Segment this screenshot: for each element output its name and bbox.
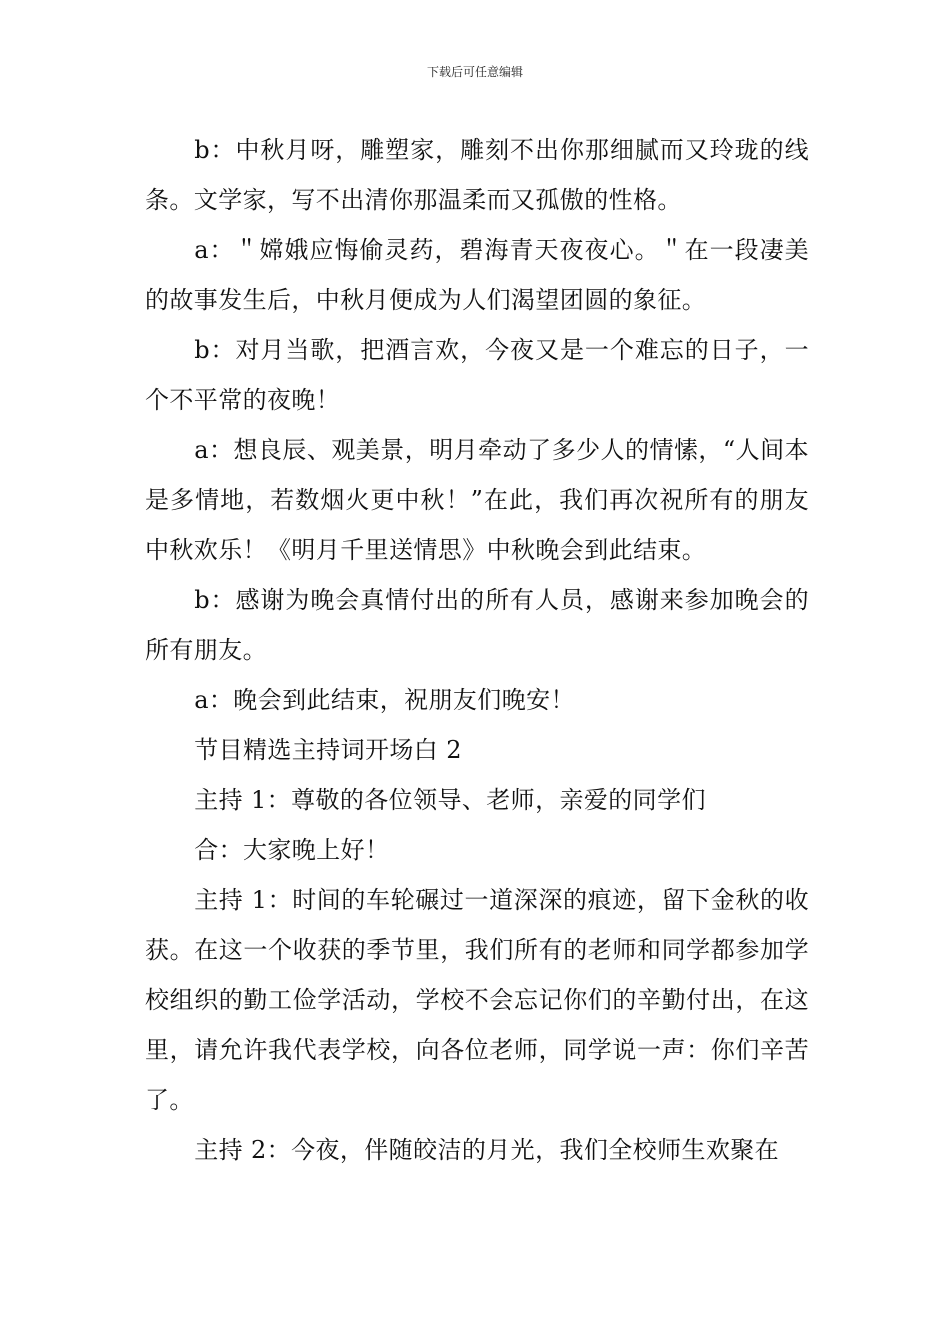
- paragraph: 合：大家晚上好！: [194, 836, 390, 864]
- document-body: [145, 125, 809, 1175]
- paragraph: a：想良辰、观美景，明月牵动了多少人的情愫，“人间本是多情地，若数烟火更中秋！”在此，我们再次祝所有的朋友中秋欢乐！《明月千里送情思》中秋晚会到此结束。: [145, 436, 809, 564]
- paragraph: b：中秋月呀，雕塑家，雕刻不出你那细腻而又玲珑的线条。文学家，写不出清你那温柔而又孤傲的性格。: [145, 136, 809, 214]
- paragraph: 主持 1：时间的车轮碾过一道深深的痕迹，留下金秋的收获。在这一个收获的季节里，我们所有的老师和同学都参加学校组织的勤工俭学活动，学校不会忘记你们的辛勤付出，在这里，请允许我代表学校，向各位老师，同学说一声：你们辛苦了。: [145, 886, 809, 1114]
- paragraph: 主持 2：今夜，伴随皎洁的月光，我们全校师生欢聚在: [194, 1136, 780, 1164]
- section-heading: 节目精选主持词开场白 2: [194, 736, 462, 764]
- paragraph: 主持 1：尊敬的各位领导、老师，亲爱的同学们: [194, 786, 706, 814]
- page-header: 下载后可任意编辑: [426, 65, 523, 79]
- paragraph: a：晚会到此结束，祝朋友们晚安！: [194, 686, 575, 714]
- paragraph: b：感谢为晚会真情付出的所有人员，感谢来参加晚会的所有朋友。: [145, 586, 809, 664]
- paragraph: b：对月当歌，把酒言欢，今夜又是一个难忘的日子，一个不平常的夜晚！: [145, 336, 809, 414]
- paragraph: a：＂嫦娥应悔偷灵药，碧海青天夜夜心。＂在一段凄美的故事发生后，中秋月便成为人们渴望团圆的象征。: [145, 236, 809, 314]
